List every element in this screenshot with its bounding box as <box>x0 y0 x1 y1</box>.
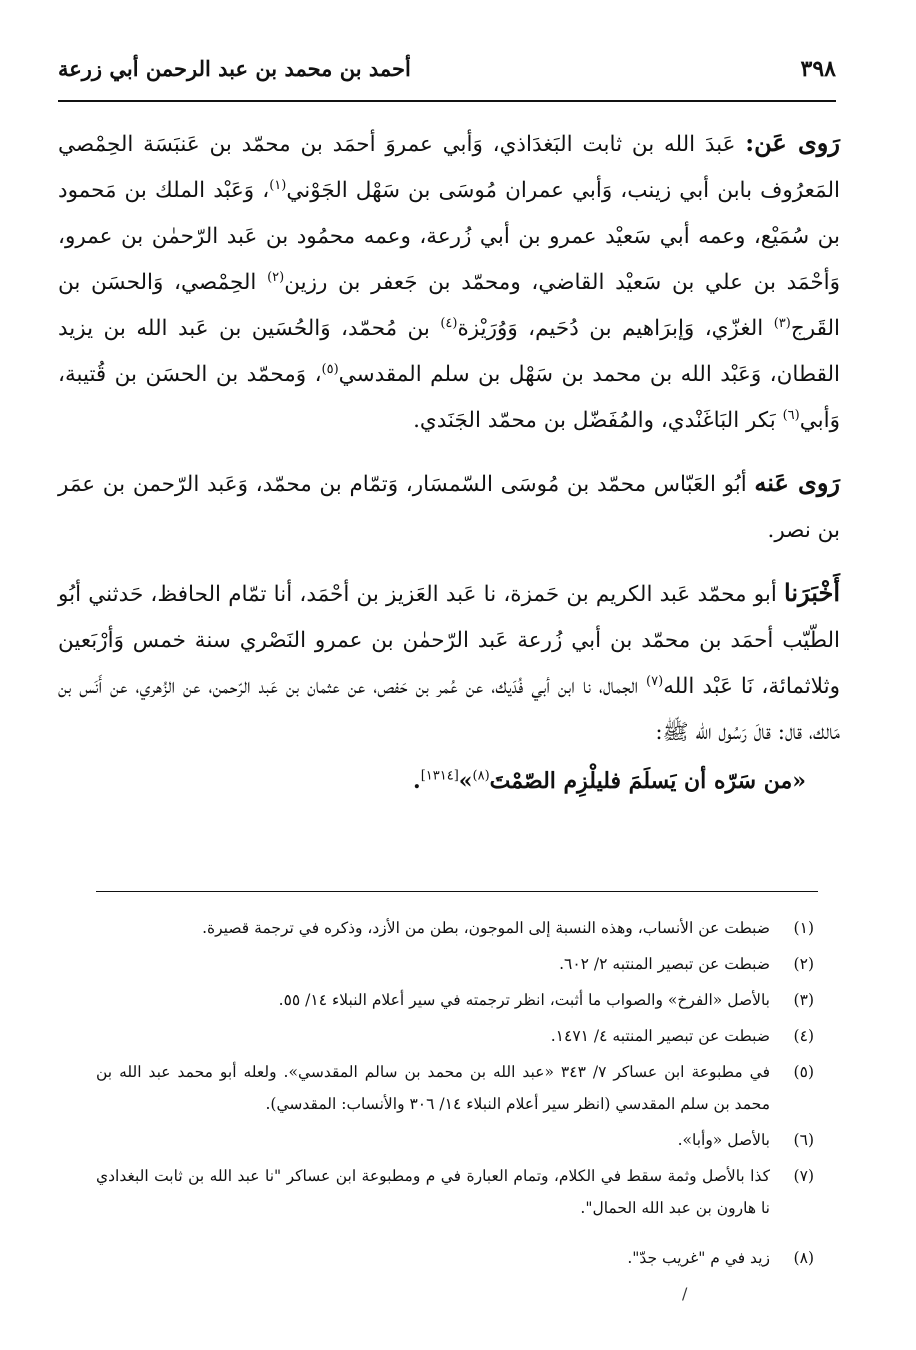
footnote-text: ضبطت عن تبصير المنتبه ٤/ ١٤٧١. <box>550 1027 770 1045</box>
footnote-ref-1[interactable]: (١) <box>269 177 287 193</box>
footnote-text: كذا بالأصل وثمة سقط في الكلام، وتمام العبارة في م ومطبوعة ابن عساكر "نا عبد الله بن ثابت البغدادي نا هارون بن عبد الله الحمال". <box>96 1167 770 1217</box>
footnote-number: (٣) <box>793 991 814 1009</box>
footnote-ref-2[interactable]: (٢) <box>267 269 285 285</box>
footnote-text: ضبطت عن الأنساب، وهذه النسبة إلى الموجون، بطن من الأزد، وذكره في ترجمة قصيرة. <box>202 919 770 937</box>
paragraph-text: ، وَمحمّد بن الحسَن بن قُتيبة، وَأبي <box>58 362 840 433</box>
footnote <box>96 1242 814 1274</box>
paragraph-text: أبُو العَبّاس محمّد بن مُوسَى السّمسَار، وَتمّام بن محمّد، وَعَبد الرّحمن بن عمَر بن نصر. <box>58 472 840 543</box>
page-number: ٣٩٨ <box>800 56 836 82</box>
footnote-number: (١) <box>793 919 814 937</box>
footnote-text: ضبطت عن تبصير المنتبه ٢/ ٦٠٢. <box>559 955 770 973</box>
footnote-ref-7[interactable]: (٧) <box>646 673 664 689</box>
footnote-number: (٢) <box>793 955 814 973</box>
footnotes <box>96 912 814 1278</box>
footnote <box>96 1056 814 1120</box>
footnote-ref-3[interactable]: (٣) <box>773 315 791 331</box>
hadith-close: » <box>458 768 473 794</box>
footnote-ref-5[interactable]: (٥) <box>321 361 339 377</box>
footnote <box>96 912 814 944</box>
footnote <box>96 1160 814 1224</box>
footnote-number: (٥) <box>793 1063 814 1081</box>
narrated-from-lead: رَوى عَن: <box>745 128 840 157</box>
footnote-number: (٦) <box>793 1131 814 1149</box>
footnote-text: بالأصل «وأبا». <box>677 1131 770 1149</box>
footnote-text: زيد في م "غريب جدّ". <box>627 1249 770 1267</box>
footnote-number: (٧) <box>793 1167 814 1185</box>
paragraph-text: بَكر البَاغَنْدي، والمُفَضّل بن محمّد الجَنَدي. <box>413 408 783 433</box>
isnad-lead: أَخْبَرَنا <box>784 578 840 607</box>
hadith-body: «من سَرّه أن يَسلَمَ فليلْزِم الصّمْتَ <box>489 768 806 794</box>
footnote-number: (٤) <box>793 1027 814 1045</box>
footnote-ref-8[interactable]: (٨) <box>472 768 490 784</box>
paragraph-narrated-from <box>58 120 840 444</box>
footnote-text: بالأصل «الفرخ» والصواب ما أثبت، انظر ترجمته في سير أعلام النبلاء ١٤/ ٥٥. <box>278 991 770 1009</box>
footnote <box>96 1020 814 1052</box>
page-header <box>58 56 836 100</box>
footnote <box>96 948 814 980</box>
paragraph-isnad <box>58 570 840 756</box>
paragraph-text: بن مُحمّد، وَالحُسَين بن عَبد الله بن يزيد القطان، وَعَبْد الله بن محمد بن سَهْل بن سلم المقدسي <box>58 316 840 387</box>
hadith-text <box>58 756 840 806</box>
paragraph-text: الغزّي، وَإبرَاهيم بن دُحَيم، وَوُرَيْزة <box>457 316 774 341</box>
hadith-end: . <box>413 768 421 794</box>
footnote-ref-6[interactable]: (٦) <box>782 407 800 423</box>
running-title: أحمد بن محمد بن عبد الرحمن أبي زرعة <box>58 56 411 81</box>
footnote-number: (٨) <box>793 1249 814 1267</box>
paragraph-text: عَبدَ الله بن ثابت البَغدَاذي، وَأبي عمروَ أحمَد بن محمّد بن عَنبَسَة الحِمْصي المَعرُوف بابن أبي زينب، وَأبي عمران مُوسَى بن سَهْل الجَوْني <box>58 132 840 203</box>
footnote-ref-4[interactable]: (٤) <box>440 315 458 331</box>
narrated-by-lead: رَوى عَنه <box>754 468 841 497</box>
paragraph-text: الحِمْصي، وَالحسَن بن القَرج <box>58 270 841 341</box>
footnote-text: في مطبوعة ابن عساكر ٧/ ٣٤٣ «عبد الله بن محمد بن سالم المقدسي». ولعله أبو محمد عبد الله بن محمد بن سلم المقدسي (انظر سير أعلام النبلاء ١٤/ ٣٠٦ والأنساب: المقدسي). <box>96 1063 770 1113</box>
footnote <box>96 984 814 1016</box>
margin-mark: / <box>682 1284 688 1303</box>
paragraph-text: أبو محمّد عَبد الكريم بن حَمزة، نا عَبد العَزيز بن أحْمَد، أنا تمّام الحافظ، حَدثني أبُو الطّيّب أحمَد بن محمّد بن أبي زُرعة عَبد الرّحمٰن بن عمرو النَصْري سنة خمس وَأرْبَعين وثلاثمائة، نَا عَبْد الله <box>58 582 840 699</box>
footnote <box>96 1124 814 1156</box>
paragraph-narrated-by <box>58 460 840 554</box>
paragraph-text: الجمال، نا ابن أبي فُدَيك، عن عُمر بن حَفص، عن عثمان بن عَبد الرّحمن، عن الزُهري، عن أَنَس بن مَالك، قال: قالَ رَسُول الله ﷺ: <box>58 674 840 745</box>
main-text <box>58 120 840 806</box>
header-rule <box>58 100 836 102</box>
footnote-rule <box>96 891 818 892</box>
hadith-number: [١٣١٤] <box>420 768 459 784</box>
paragraph-text: ، وَعَبْد الملك بن مَحمود بن سُمَيْع، وعمه أبي سَعيْد عمرو بن أبي زُرعة، وعمه محمُود بن عَبد الرّحمٰن بن عمرو، وَأحْمَد بن علي بن سَعيْد القاضي، ومحمّد بن جَعفر بن رزين <box>58 178 840 295</box>
